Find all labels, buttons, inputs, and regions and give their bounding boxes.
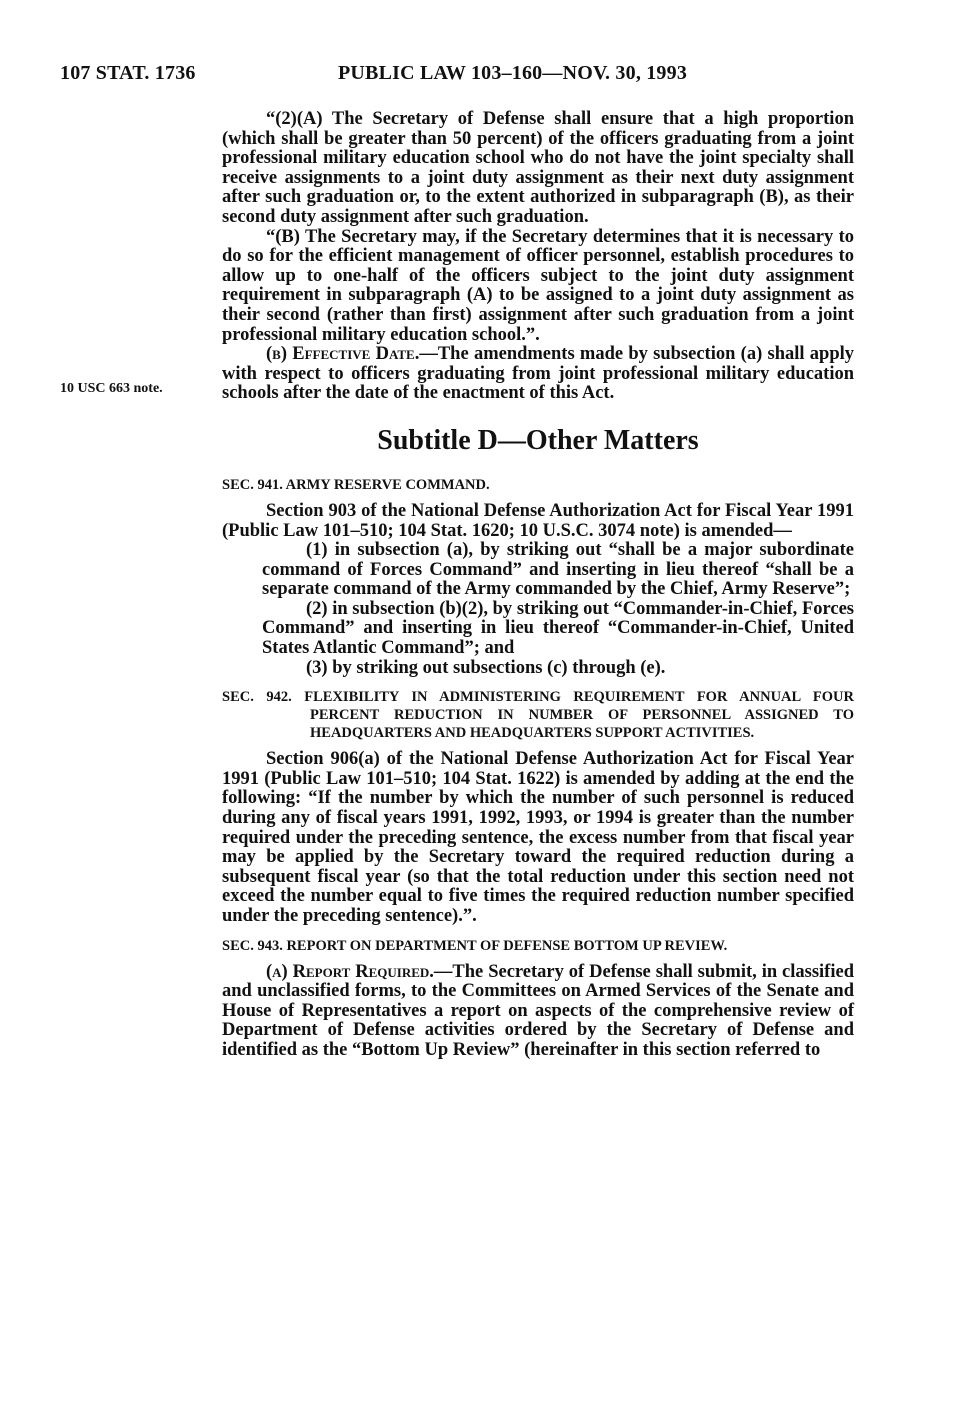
section-941-item-3: (3) by striking out subsections (c) through (e). [306, 657, 666, 678]
paragraph-2b: “(B) The Secretary may, if the Secretary determines that it is necessary to do so for the efficient management of officer personnel, establish procedures to allow up to one-half of the officers subject to the joint duty assignment requirement in subparagraph (A) to be assigned to a joint duty assignment as their second (rather than first) assignment after such graduation from a joint professional military education school.”. [222, 226, 854, 345]
section-941-item-2: (2) in subsection (b)(2), by striking out “Commander-in-Chief, Forces Command” and inserting in lieu thereof “Commander-in-Chief, United States Atlantic Command”; and [262, 598, 854, 659]
section-941-item-1: (1) in subsection (a), by striking out “shall be a major subordinate command of Forces Command” and inserting in lieu thereof “shall be a separate command of the Army commanded by the Chief, Army Reserve”; [262, 540, 854, 600]
paragraph-effective-date [222, 345, 854, 404]
report-required-label: (a) Report Required. [266, 961, 434, 982]
effective-date-label: (b) Effective Date. [266, 344, 420, 365]
stat-reference: 107 STAT. 1736 [60, 62, 196, 84]
section-943-text: —The Secretary of Defense shall submit, in classified and unclassified forms, to the Committees on Armed Services of the Senate and House of Representatives a report on aspects of the comprehensive review of Department of Defense activities ordered by the Secretary of Defense and identified as the “Bottom Up Review” (hereinafter in this section referred to [222, 961, 854, 1060]
document-body [222, 110, 854, 1061]
section-941-heading: SEC. 941. ARMY RESERVE COMMAND. [222, 476, 490, 493]
paragraph-2a: “(2)(A) The Secretary of Defense shall ensure that a high proportion (which shall be greater than 50 percent) of the officers graduating from a joint professional military education school who do not have the joint specialty shall receive assignments to a joint duty assignment as their next duty assignment after such graduation or, to the extent authorized in subparagraph (B), as their second duty assignment after such graduation. [222, 109, 854, 227]
margin-note: 10 USC 663 note. [60, 381, 163, 396]
section-942-text: Section 906(a) of the National Defense Authorization Act for Fiscal Year 1991 (Public Law 101–510; 104 Stat. 1622) is amended by adding at the end the following: “If the number by which the number of such personnel is reduced during any of fiscal years 1991, 1992, 1993, or 1994 is greater than the number required under the preceding sentence, the excess number from that fiscal year may be applied by the Secretary toward the required reduction during a subsequent fiscal year (so that the total reduction under this section need not exceed the number equal to five times the required reduction number specified under the preceding sentence).”. [222, 749, 854, 926]
public-law-reference: PUBLIC LAW 103–160—NOV. 30, 1993 [338, 62, 688, 84]
section-943-paragraph [222, 963, 854, 1061]
section-941-intro: Section 903 of the National Defense Authorization Act for Fiscal Year 1991 (Public Law 101–510; 104 Stat. 1620; 10 U.S.C. 3074 note) is amended— [222, 500, 854, 541]
effective-date-text: —The amendments made by subsection (a) shall apply with respect to officers graduating from joint professional military education schools after the date of the enactment of this Act. [222, 344, 854, 404]
subtitle-heading: Subtitle D—Other Matters [377, 424, 699, 456]
section-943-heading: SEC. 943. REPORT ON DEPARTMENT OF DEFENSE BOTTOM UP REVIEW. [222, 937, 728, 954]
section-942-heading: SEC. 942. FLEXIBILITY IN ADMINISTERING REQUIREMENT FOR ANNUAL FOUR PERCENT REDUCTION IN NUMBER OF PERSONNEL ASSIGNED TO HEADQUARTERS AND HEADQUARTERS SUPPORT ACTIVITIES. [222, 689, 854, 742]
